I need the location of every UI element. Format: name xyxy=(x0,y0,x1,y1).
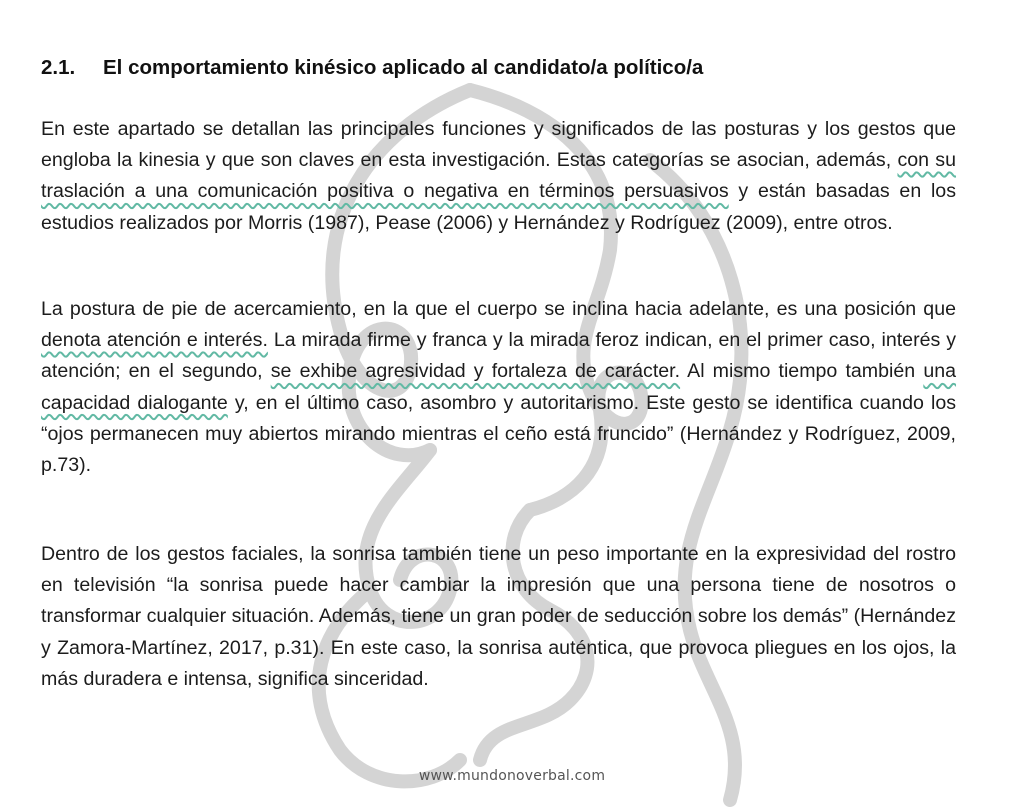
highlighted-text-segment: se exhibe agresividad y fortaleza de carácter. xyxy=(270,360,681,383)
highlighted-text-segment: denota atención e interés. xyxy=(41,329,268,352)
text-segment: Dentro de los gestos faciales, la sonrisa también tiene un peso importante en la expresividad del rostro en televisión “la sonrisa puede hacer cambiar la impresión que una persona tiene de nosotros o transformar cualquier situación. Además, tiene un gran poder de seducción sobre los demás” (Hernández y Zamora-Martínez, 2017, p.31). En este caso, la sonrisa auténtica, que provoca pliegues en los ojos, la más duradera e intensa, significa sinceridad. xyxy=(41,543,956,690)
footer-website-link[interactable]: www.mundonoverbal.com xyxy=(418,768,606,784)
text-segment: y, en el último caso, asombro y autoritarismo. Este gesto se identifica cuando los “ojos permanecen muy abiertos mirando mientras el ceño está fruncido” (Hernández y Rodríguez, 2009, p.73). xyxy=(41,391,957,477)
text-segment: Al mismo tiempo también xyxy=(680,360,924,383)
text-segment: En este apartado se detallan las principales funciones y significados de las posturas y los gestos que engloba la kinesia y que son claves en esta investigación. Estas categorías se asocian, además, xyxy=(41,118,956,172)
paragraph-3 xyxy=(41,539,956,695)
paragraph-2 xyxy=(41,294,956,481)
text-segment: La mirada firme y franca y la mirada feroz indican, en el primer caso, interés y atención; en el segundo, xyxy=(41,329,956,383)
text-segment: La postura de pie de acercamiento, en la que el cuerpo se inclina hacia adelante, es una posición que xyxy=(41,298,956,320)
highlighted-text-segment: una capacidad dialogante xyxy=(41,360,957,414)
section-heading xyxy=(41,56,703,80)
section-title: El comportamiento kinésico aplicado al candidato/a político/a xyxy=(103,56,704,79)
highlighted-text-segment: con su traslación a una comunicación positiva o negativa en términos persuasivos xyxy=(41,149,957,203)
paragraph-1 xyxy=(41,114,956,239)
text-segment: y están basadas en los estudios realizados por Morris (1987), Pease (2006) y Hernández y Rodríguez (2009), entre otros. xyxy=(41,180,956,234)
section-number: 2.1. xyxy=(41,56,76,79)
